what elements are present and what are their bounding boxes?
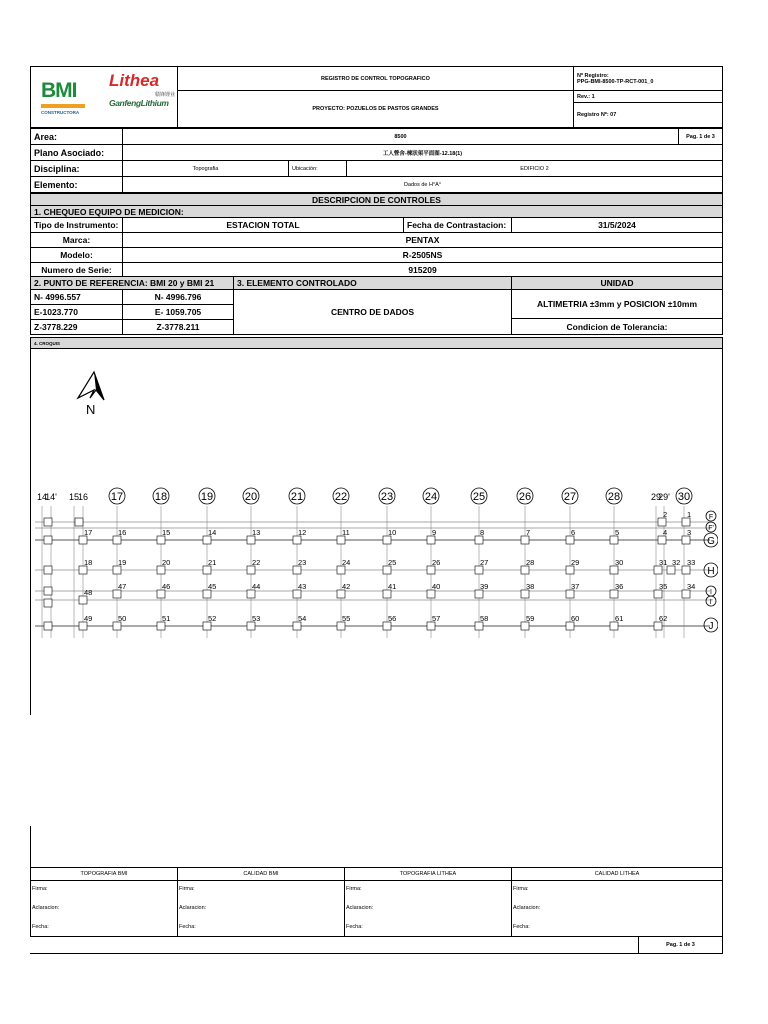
point-row2-marker <box>521 566 529 574</box>
signature-field-label: Aclaracion: <box>32 905 60 911</box>
point-row4-marker <box>521 622 529 630</box>
plano-label: Plano Asociado: <box>30 144 123 161</box>
point-row3-label: 34 <box>687 582 696 591</box>
row-label: F' <box>708 525 714 532</box>
axis-label: 26 <box>518 491 532 503</box>
disciplina-label: Disciplina: <box>30 160 123 177</box>
point-row3-marker <box>337 590 345 598</box>
point-row4-label: 59 <box>526 614 535 623</box>
tolerancia-label: Condicion de Tolerancia: <box>511 318 723 335</box>
point-row1-marker <box>475 536 483 544</box>
ref-n1: N- 4996.557 <box>30 289 123 305</box>
point-row4-marker <box>475 622 483 630</box>
point-row4-marker <box>157 622 165 630</box>
signature-col-divider <box>344 867 345 937</box>
point-row4-label: 60 <box>571 614 580 623</box>
point-row2-marker <box>383 566 391 574</box>
ref-n2: N- 4996.796 <box>122 289 234 305</box>
edge-marker <box>44 622 52 630</box>
row-label: I <box>710 589 712 596</box>
point-row1-label: 6 <box>571 528 576 537</box>
point-row3-marker <box>203 590 211 598</box>
signature-col-header: TOPOGRAFIA BMI <box>30 867 178 881</box>
edge-marker <box>44 599 52 607</box>
point-row2-label: 18 <box>84 558 93 567</box>
point-row4-label: 49 <box>84 614 93 623</box>
point-row3-marker <box>383 590 391 598</box>
point-row1-marker <box>79 536 87 544</box>
project-name: PROYECTO: POZUELOS DE PASTOS GRANDES <box>177 90 574 128</box>
axis-label: 14 <box>36 492 48 502</box>
fecha-value: 31/5/2024 <box>511 217 723 233</box>
point-row3-label: 45 <box>208 582 217 591</box>
point-row2-marker <box>566 566 574 574</box>
point-row3-label: 39 <box>480 582 489 591</box>
point-row4-label: 61 <box>615 614 624 623</box>
point-row4-label: 48 <box>84 588 93 597</box>
revision: Rev.: 1 <box>573 90 723 103</box>
axis-label: 28 <box>607 491 621 503</box>
point-row2-marker <box>427 566 435 574</box>
point-row2-label: 32 <box>672 558 681 567</box>
point-row2-label: 25 <box>388 558 397 567</box>
point-row1-label: 16 <box>118 528 127 537</box>
point-row2-marker <box>682 566 690 574</box>
point-row4-label: 56 <box>388 614 397 623</box>
edge-marker <box>75 518 83 526</box>
point-row2-marker <box>247 566 255 574</box>
signature-field-label: Fecha: <box>179 924 196 930</box>
point-row2-label: 30 <box>615 558 624 567</box>
point-row2-label: 20 <box>162 558 171 567</box>
point-row1-marker <box>293 536 301 544</box>
signature-col-divider <box>511 867 512 937</box>
grid-plan <box>35 470 718 645</box>
signature-field-label: Aclaracion: <box>179 905 207 911</box>
point-row2-label: 33 <box>687 558 696 567</box>
point-row4-marker <box>113 622 121 630</box>
ubicacion-label: Ubicación: <box>288 160 347 177</box>
point-row4-label: 50 <box>118 614 127 623</box>
unidad-title: UNIDAD <box>511 276 723 290</box>
point-row1-label: 17 <box>84 528 93 537</box>
signature-field-label: Fecha: <box>513 924 530 930</box>
elemento-label: Elemento: <box>30 176 123 193</box>
point-row4-marker <box>337 622 345 630</box>
elemento-value: Dados de H°A° <box>122 176 723 193</box>
point-row4-label: 57 <box>432 614 441 623</box>
axis-label: 22 <box>334 491 348 503</box>
point-row4-marker <box>427 622 435 630</box>
signature-col-header: TOPOGRAFIA LITHEA <box>344 867 512 881</box>
page-number-bottom: Pag. 1 de 3 <box>638 936 723 954</box>
registro-number: Registro Nº: 07 <box>573 102 723 128</box>
point-row4-label: 54 <box>298 614 307 623</box>
point-row2-marker <box>475 566 483 574</box>
point-row1-marker <box>427 536 435 544</box>
point-row4-marker <box>610 622 618 630</box>
point-row2-label: 21 <box>208 558 217 567</box>
point-row1-label: 10 <box>388 528 397 537</box>
signature-header-rule <box>30 880 723 881</box>
point-row3-marker <box>157 590 165 598</box>
elemento-controlado: CENTRO DE DADOS <box>233 289 512 335</box>
point-row4-marker <box>383 622 391 630</box>
signature-field-label: Firma: <box>346 886 362 892</box>
point-row1-label: 12 <box>298 528 307 537</box>
point-row1-label: 13 <box>252 528 261 537</box>
point-row4-label: 55 <box>342 614 351 623</box>
controles-title: DESCRIPCION DE CONTROLES <box>30 193 723 206</box>
edge-marker <box>44 536 52 544</box>
axis-label: 15 <box>68 492 80 502</box>
axis-label: 14' <box>45 492 57 502</box>
row-label: J <box>708 621 714 632</box>
modelo-value: R-2505NS <box>122 247 723 263</box>
point-row1-label: 8 <box>480 528 485 537</box>
point-row2-marker <box>654 566 662 574</box>
point-row2-marker <box>337 566 345 574</box>
point-row3-marker <box>682 590 690 598</box>
point-row1-marker <box>247 536 255 544</box>
point-row2-label: 26 <box>432 558 441 567</box>
row-label: I' <box>709 599 713 606</box>
point-row2-label: 31 <box>659 558 668 567</box>
point-row3-label: 47 <box>118 582 127 591</box>
point-row3-marker <box>610 590 618 598</box>
point-row2-label: 28 <box>526 558 535 567</box>
point-row3-label: 35 <box>659 582 668 591</box>
point-row1-label: 11 <box>342 528 350 537</box>
point-row1-label: 4 <box>663 528 668 537</box>
point-row2-marker <box>113 566 121 574</box>
point-row2-label: 24 <box>342 558 351 567</box>
axis-label: 29' <box>658 492 670 502</box>
logo-box <box>30 66 178 128</box>
point-row1-marker <box>610 536 618 544</box>
point-row2-marker <box>610 566 618 574</box>
axis-label: 25 <box>472 491 486 503</box>
tipo-label: Tipo de Instrumento: <box>30 217 123 233</box>
tipo-value: ESTACION TOTAL <box>122 217 404 233</box>
croquis-right-border <box>722 349 723 868</box>
point-row1-marker <box>113 536 121 544</box>
sec2-title: 2. PUNTO DE REFERENCIA: BMI 20 y BMI 21 <box>30 276 234 290</box>
sec3-title: 3. ELEMENTO CONTROLADO <box>233 276 512 290</box>
point-row1-marker <box>157 536 165 544</box>
axis-label: 23 <box>380 491 394 503</box>
north-arrow-icon <box>70 368 120 418</box>
signature-col-header: CALIDAD BMI <box>177 867 345 881</box>
sec1-title: 1. CHEQUEO EQUIPO DE MEDICION: <box>30 205 723 218</box>
axis-label: 20 <box>244 491 258 503</box>
marca-value: PENTAX <box>122 232 723 248</box>
point-row2-marker <box>79 566 87 574</box>
point-row4-label: 62 <box>659 614 668 623</box>
signature-field-label: Aclaracion: <box>513 905 541 911</box>
point-row3-label: 41 <box>388 582 397 591</box>
axis-label: 21 <box>290 491 304 503</box>
serie-label: Numero de Serie: <box>30 262 123 277</box>
signature-field-label: Fecha: <box>32 924 49 930</box>
point-row3-label: 37 <box>571 582 580 591</box>
row-label: G <box>707 536 715 547</box>
page-number-top: Pag. 1 de 3 <box>678 128 723 145</box>
point-row2-marker <box>203 566 211 574</box>
point-row2-label: 22 <box>252 558 261 567</box>
croquis-left-border <box>30 349 31 715</box>
point-row4-marker <box>654 622 662 630</box>
point-row1-label: 2 <box>663 510 668 519</box>
area-label: Area: <box>30 128 123 145</box>
signature-col-header: CALIDAD LITHEA <box>511 867 723 881</box>
point-row2-marker <box>157 566 165 574</box>
point-row4-marker <box>79 596 87 604</box>
axis-label: 18 <box>154 491 168 503</box>
point-row4-label: 52 <box>208 614 217 623</box>
point-row1-marker <box>566 536 574 544</box>
point-row1-marker <box>682 518 690 526</box>
point-row1-label: 15 <box>162 528 171 537</box>
point-row3-label: 43 <box>298 582 307 591</box>
point-row1-label: 1 <box>687 510 692 519</box>
point-row3-label: 42 <box>342 582 351 591</box>
axis-label: 19 <box>200 491 214 503</box>
point-row2-label: 29 <box>571 558 580 567</box>
point-row3-label: 44 <box>252 582 261 591</box>
point-row1-marker <box>521 536 529 544</box>
point-row1-marker <box>658 518 666 526</box>
axis-label: 16 <box>77 492 89 502</box>
signature-col-divider <box>177 867 178 937</box>
point-row2-marker <box>293 566 301 574</box>
point-row2-label: 19 <box>118 558 127 567</box>
area-value: 8500 <box>122 128 679 145</box>
axis-label: 24 <box>424 491 438 503</box>
point-row1-label: 9 <box>432 528 437 537</box>
disciplina-value: Topografia <box>122 160 289 177</box>
croquis-title: 4. CROQUIS <box>30 337 723 349</box>
point-row3-marker <box>113 590 121 598</box>
signature-field-label: Firma: <box>179 886 195 892</box>
signature-field-label: Firma: <box>513 886 529 892</box>
point-row3-marker <box>654 590 662 598</box>
point-row1-label: 14 <box>208 528 217 537</box>
serie-value: 915209 <box>122 262 723 277</box>
point-row4-marker <box>566 622 574 630</box>
point-row3-label: 46 <box>162 582 171 591</box>
plano-value: 工人營舍-棟狀架平面图-12.18(1) <box>122 144 723 161</box>
lithea-logo: Lithea 赣锋锂业 GanfengLithium <box>109 71 175 108</box>
doc-title: REGISTRO DE CONTROL TOPOGRAFICO <box>177 66 574 91</box>
axis-label: 17 <box>110 491 124 503</box>
point-row3-marker <box>475 590 483 598</box>
point-row3-label: 36 <box>615 582 624 591</box>
edge-marker <box>44 587 52 595</box>
axis-label: 29 <box>650 492 662 502</box>
point-row4-marker <box>293 622 301 630</box>
point-row3-label: 38 <box>526 582 535 591</box>
ref-e2: E- 1059.705 <box>122 304 234 320</box>
point-row4-label: 51 <box>162 614 171 623</box>
point-row4-label: 58 <box>480 614 489 623</box>
bmi-logo: BMI CONSTRUCTORA <box>41 79 85 115</box>
point-row4-marker <box>247 622 255 630</box>
point-row3-marker <box>293 590 301 598</box>
point-row1-label: 7 <box>526 528 531 537</box>
point-row4-marker <box>203 622 211 630</box>
edge-marker <box>44 566 52 574</box>
point-row3-marker <box>566 590 574 598</box>
point-row4-label: 53 <box>252 614 261 623</box>
point-row3-marker <box>521 590 529 598</box>
row-label: H <box>707 566 715 577</box>
modelo-label: Modelo: <box>30 247 123 263</box>
bottom-rule <box>30 953 723 954</box>
row-label: F <box>708 514 714 521</box>
axis-label: 27 <box>563 491 577 503</box>
ref-z1: Z-3778.229 <box>30 319 123 335</box>
signature-field-label: Aclaracion: <box>346 905 374 911</box>
signature-field-label: Fecha: <box>346 924 363 930</box>
point-row1-label: 5 <box>615 528 620 537</box>
point-row2-label: 23 <box>298 558 307 567</box>
point-row2-label: 27 <box>480 558 489 567</box>
signature-field-label: Firma: <box>32 886 48 892</box>
point-row1-marker <box>203 536 211 544</box>
point-row1-marker <box>383 536 391 544</box>
point-row3-marker <box>427 590 435 598</box>
point-row1-label: 3 <box>687 528 692 537</box>
tolerancia-valor: ALTIMETRIA ±3mm y POSICION ±10mm <box>511 289 723 319</box>
edge-marker <box>44 518 52 526</box>
point-row3-label: 40 <box>432 582 441 591</box>
point-row4-marker <box>79 622 87 630</box>
point-row3-marker <box>247 590 255 598</box>
ref-e1: E-1023.770 <box>30 304 123 320</box>
point-row1-marker <box>658 536 666 544</box>
croquis-left-border-lower <box>30 826 31 868</box>
point-row2-marker <box>667 566 675 574</box>
ubicacion-value: EDIFICIO 2 <box>346 160 723 177</box>
fecha-label: Fecha de Contrastacion: <box>403 217 512 233</box>
registro-box: Nº Registro: PPG-BMI-8500-TP-RCT-001_0 <box>573 66 723 91</box>
point-row1-marker <box>337 536 345 544</box>
marca-label: Marca: <box>30 232 123 248</box>
axis-label: 30 <box>677 491 691 503</box>
point-row1-marker <box>682 536 690 544</box>
north-label: N <box>86 402 96 417</box>
ref-z2: Z-3778.211 <box>122 319 234 335</box>
